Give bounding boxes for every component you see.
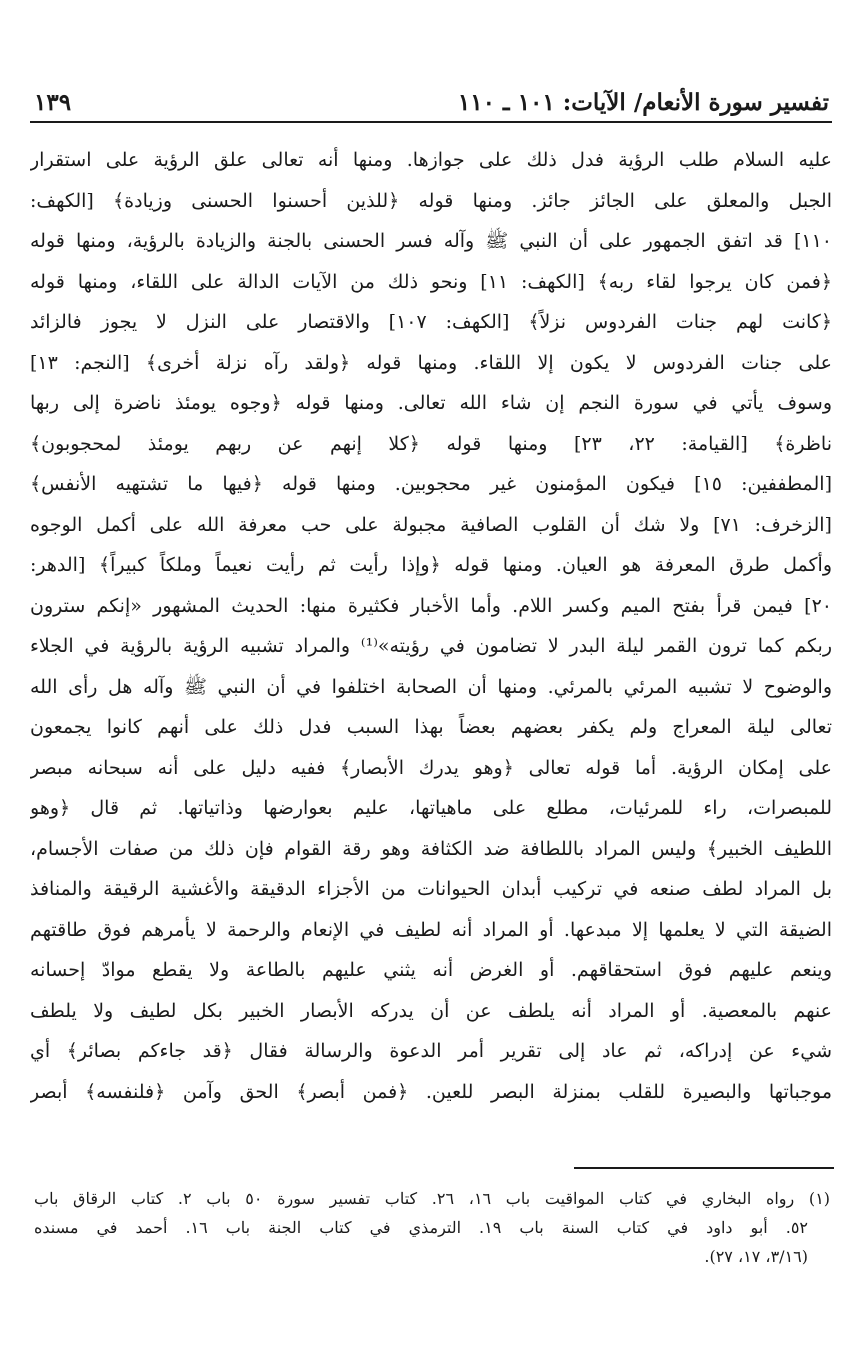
text-line: شيء عن إدراكه، ثم عاد إلى تقرير أمر الدعوة والرسالة فقال ﴿قد جاءكم بصائر﴾ أي bbox=[30, 1040, 832, 1062]
text-line: ربكم كما ترون القمر ليلة البدر لا تضامون في رؤيته»⁽¹⁾ والمراد تشبيه الرؤية بالرؤية في الجلاء bbox=[30, 635, 832, 657]
text-line: عليه السلام طلب الرؤية فدل ذلك على جوازها. ومنها أنه تعالى علق الرؤية على استقرار bbox=[30, 149, 832, 171]
text-line: الجبل والمعلق على الجائز جائز. ومنها قوله ﴿للذين أحسنوا الحسنى وزيادة﴾ [الكهف: bbox=[30, 189, 832, 212]
footnote-separator bbox=[574, 1167, 834, 1169]
footnote-line: (١) رواه البخاري في كتاب المواقيت باب ١٦، ٢٦. كتاب تفسير سورة ٥٠ باب ٢. كتاب الرقاق باب bbox=[34, 1189, 830, 1208]
footnotes bbox=[34, 1184, 830, 1271]
footnote-line: ٥٢. أبو داود في كتاب السنة باب ١٩. الترمذي في كتاب الجنة باب ١٦. أحمد في مسنده bbox=[34, 1218, 808, 1237]
text-line: ﴿فمن كان يرجوا لقاء ربه﴾ [الكهف: ١١] ونحو ذلك من الآيات الدالة على اللقاء، ومنها قوله bbox=[30, 270, 832, 293]
text-line: وأكمل طرق المعرفة هو العيان. ومنها قوله ﴿وإذا رأيت ثم رأيت نعيماً وملكاً كبيراً﴾ [الدهر: bbox=[30, 554, 832, 576]
text-line: ١١٠] قد اتفق الجمهور على أن النبي ﷺ وآله فسر الحسنى بالجنة والزيادة بالرؤية، ومنها قوله bbox=[30, 230, 832, 252]
text-line: والوضوح لا تشبيه المرئي بالمرئي. ومنها أن الصحابة اختلفوا في أن النبي ﷺ وآله هل رأى الله bbox=[30, 675, 832, 698]
header-title: تفسير سورة الأنعام/ الآيات: ١٠١ ـ ١١٠ bbox=[457, 88, 829, 116]
text-line: على إمكان الرؤية. أما قوله تعالى ﴿وهو يدرك الأبصار﴾ ففيه دليل على أنه سبحانه مبصر bbox=[30, 756, 832, 779]
body-text bbox=[30, 140, 832, 1112]
text-line: وينعم عليهم فوق استحقاقهم. أو الغرض أنه يثني عليهم بالطاعة ولا يقطع موادّ إحسانه bbox=[30, 959, 832, 981]
text-line: تعالى ليلة المعراج ولم يكفر بعضهم بعضاً بهذا السبب فدل ذلك على أنهم كانوا يجمعون bbox=[30, 716, 832, 738]
text-line: على جنات الفردوس لا يكون إلا اللقاء. ومنها قوله ﴿ولقد رآه نزلة أخرى﴾ [النجم: ١٣] bbox=[30, 351, 832, 374]
text-line: الضيقة التي لا يعلمها إلا مبدعها. أو المراد أنه لطيف في الإنعام والرحمة لا يأمرهم فوق طاقتهم bbox=[30, 918, 832, 941]
header-rule bbox=[30, 121, 832, 123]
page-number: ١٣٩ bbox=[34, 88, 72, 116]
running-header bbox=[34, 84, 829, 120]
text-line: [الزخرف: ٧١] ولا شك أن القلوب الصافية مجبولة على حب معرفة الله على أكمل الوجوه bbox=[30, 513, 832, 536]
text-line: ٢٠] فيمن قرأ بفتح الميم وكسر اللام. وأما الأخبار فكثيرة منها: الحديث المشهور «إنكم سترون bbox=[30, 594, 832, 617]
text-line: وسوف يأتي في سورة النجم إن شاء الله تعالى. ومنها قوله ﴿وجوه يومئذ ناضرة إلى ربها bbox=[30, 392, 832, 414]
text-line: ناظرة﴾ [القيامة: ٢٢، ٢٣] ومنها قوله ﴿كلا إنهم عن ربهم يومئذ لمحجوبون﴾ bbox=[30, 432, 832, 455]
text-line: [المطففين: ١٥] فيكون المؤمنون غير محجوبين. ومنها قوله ﴿فيها ما تشتهيه الأنفس﴾ bbox=[30, 473, 832, 495]
text-line: للمبصرات، راء للمرئيات، مطلع على ماهياتها، عليم بعوارضها وذاتياتها. ثم قال ﴿وهو bbox=[30, 797, 832, 819]
text-line: اللطيف الخبير﴾ وليس المراد باللطافة ضد الكثافة وهو رقة القوام فإن ذلك من صفات الأجسام، bbox=[30, 837, 832, 860]
text-line: عنهم بالمعصية. أو المراد أنه يلطف عن أن يدركه الأبصار الخبير بكل لطيف ولا يلطف bbox=[30, 999, 832, 1022]
footnote-line: (٣/١٦، ١٧، ٢٧). bbox=[704, 1247, 808, 1266]
text-line: موجباتها والبصيرة للقلب بمنزلة البصر للعين. ﴿فمن أبصر﴾ الحق وآمن ﴿فلنفسه﴾ أبصر bbox=[30, 1080, 832, 1103]
text-line: بل المراد لطف صنعه في تركيب أبدان الحيوانات من الأجزاء الدقيقة والأغشية الرقيقة والمنافذ bbox=[30, 878, 832, 900]
text-line: ﴿كانت لهم جنات الفردوس نزلاً﴾ [الكهف: ١٠٧] والاقتصار على النزل لا يجوز فالزائد bbox=[30, 311, 832, 333]
